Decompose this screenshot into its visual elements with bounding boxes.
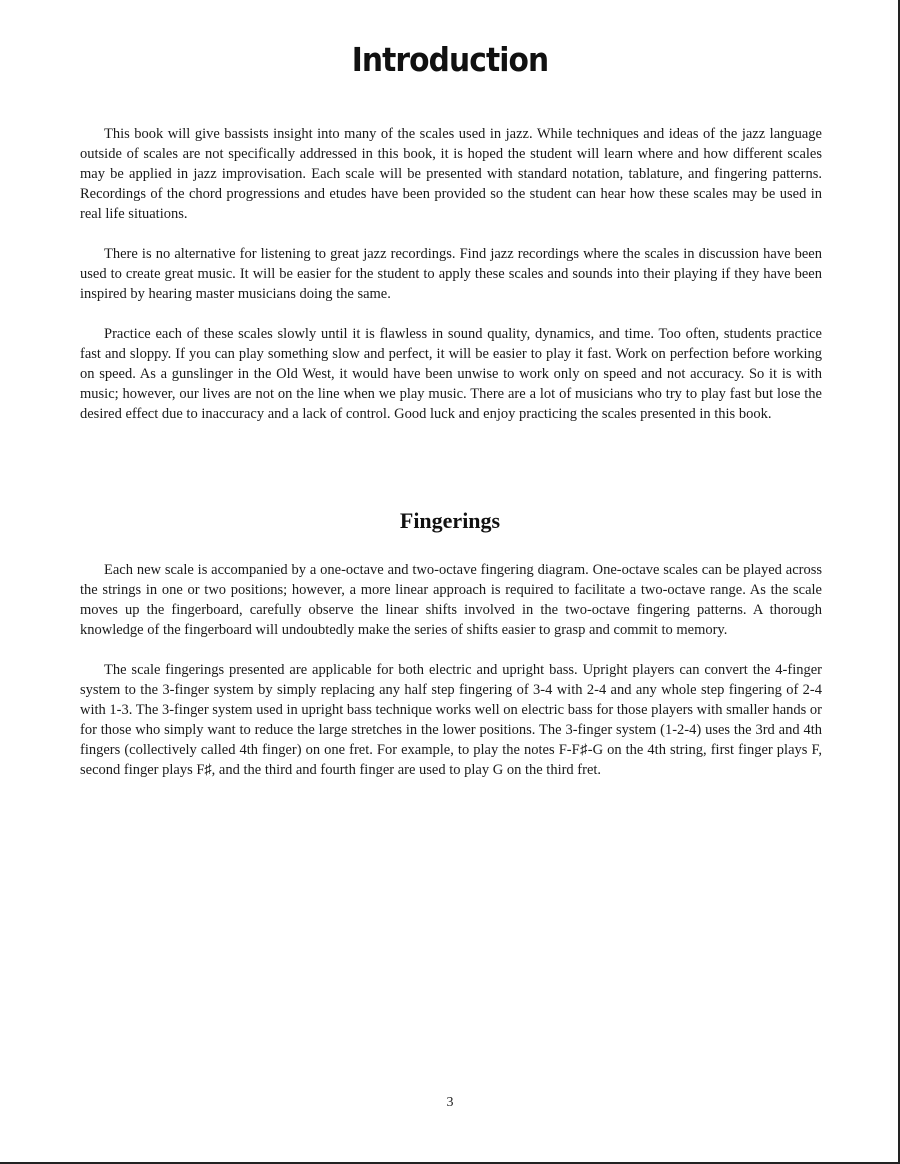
page-title: Introduction (351, 40, 549, 79)
page-number: 3 (446, 1095, 454, 1110)
fingering-paragraph-1: Each new scale is accompanied by a one-octave and two-octave fingering diagram. One-octave scales can be played across the strings in one or two positions; however, a more linear approach is required to facilitate a two-octave range. As the scale moves up the fingerboard, carefully observe the linear shifts involved in the two-octave fingering patterns. A thorough knowledge of the fingerboard will undoubtedly make the series of shifts easier to grasp and commit to memory. (80, 562, 822, 638)
fingerings-section (80, 560, 822, 800)
section-heading-fingerings: Fingerings (399, 508, 501, 533)
intro-paragraph-1: This book will give bassists insight into many of the scales used in jazz. While techniques and ideas of the jazz language outside of scales are not specifically addressed in this book, it is hoped the student will learn where and how different scales may be applied in jazz improvisation. Each scale will be presented with standard notation, tablature, and fingering patterns. Recordings of the chord progressions and etudes have been provided so the student can hear how these scales may be used in real life situations. (80, 126, 822, 222)
intro-paragraph-3: Practice each of these scales slowly until it is flawless in sound quality, dynamics, and time. Too often, students practice fast and sloppy. If you can play something slow and perfect, it will be easier to play it fast. Work on perfection before working on speed. As a gunslinger in the Old West, it would have been unwise to work only on speed and not accuracy. So it is with music; however, our lives are not on the line when we play music. There are a lot of musicians who try to play fast but lose the desired effect due to inaccuracy and a lack of control. Good luck and enjoy practicing the scales presented in this book. (80, 326, 822, 422)
fingering-paragraph-2: The scale fingerings presented are applicable for both electric and upright bass. Upright players can convert the 4-finger system to the 3-finger system by simply replacing any half step fingering of 3-4 with 2-4 and any whole step fingering of 2-4 with 1-3. The 3-finger system used in upright bass technique works well on electric bass for those players with smaller hands or for those who simply want to reduce the large stretches in the lower positions. The 3-finger system (1-2-4) uses the 3rd and 4th fingers (collectively called 4th finger) on one fret. For example, to play the notes F-F♯-G on the 4th string, first finger plays F, second finger plays F♯, and the third and fourth finger are used to play G on the third fret. (80, 662, 822, 778)
intro-paragraph-2: There is no alternative for listening to great jazz recordings. Find jazz recordings where the scales in discussion have been used to create great music. It will be easier for the student to apply these scales and sounds into their playing if they have been inspired by hearing master musicians doing the same. (80, 246, 822, 302)
introduction-section (80, 124, 822, 444)
